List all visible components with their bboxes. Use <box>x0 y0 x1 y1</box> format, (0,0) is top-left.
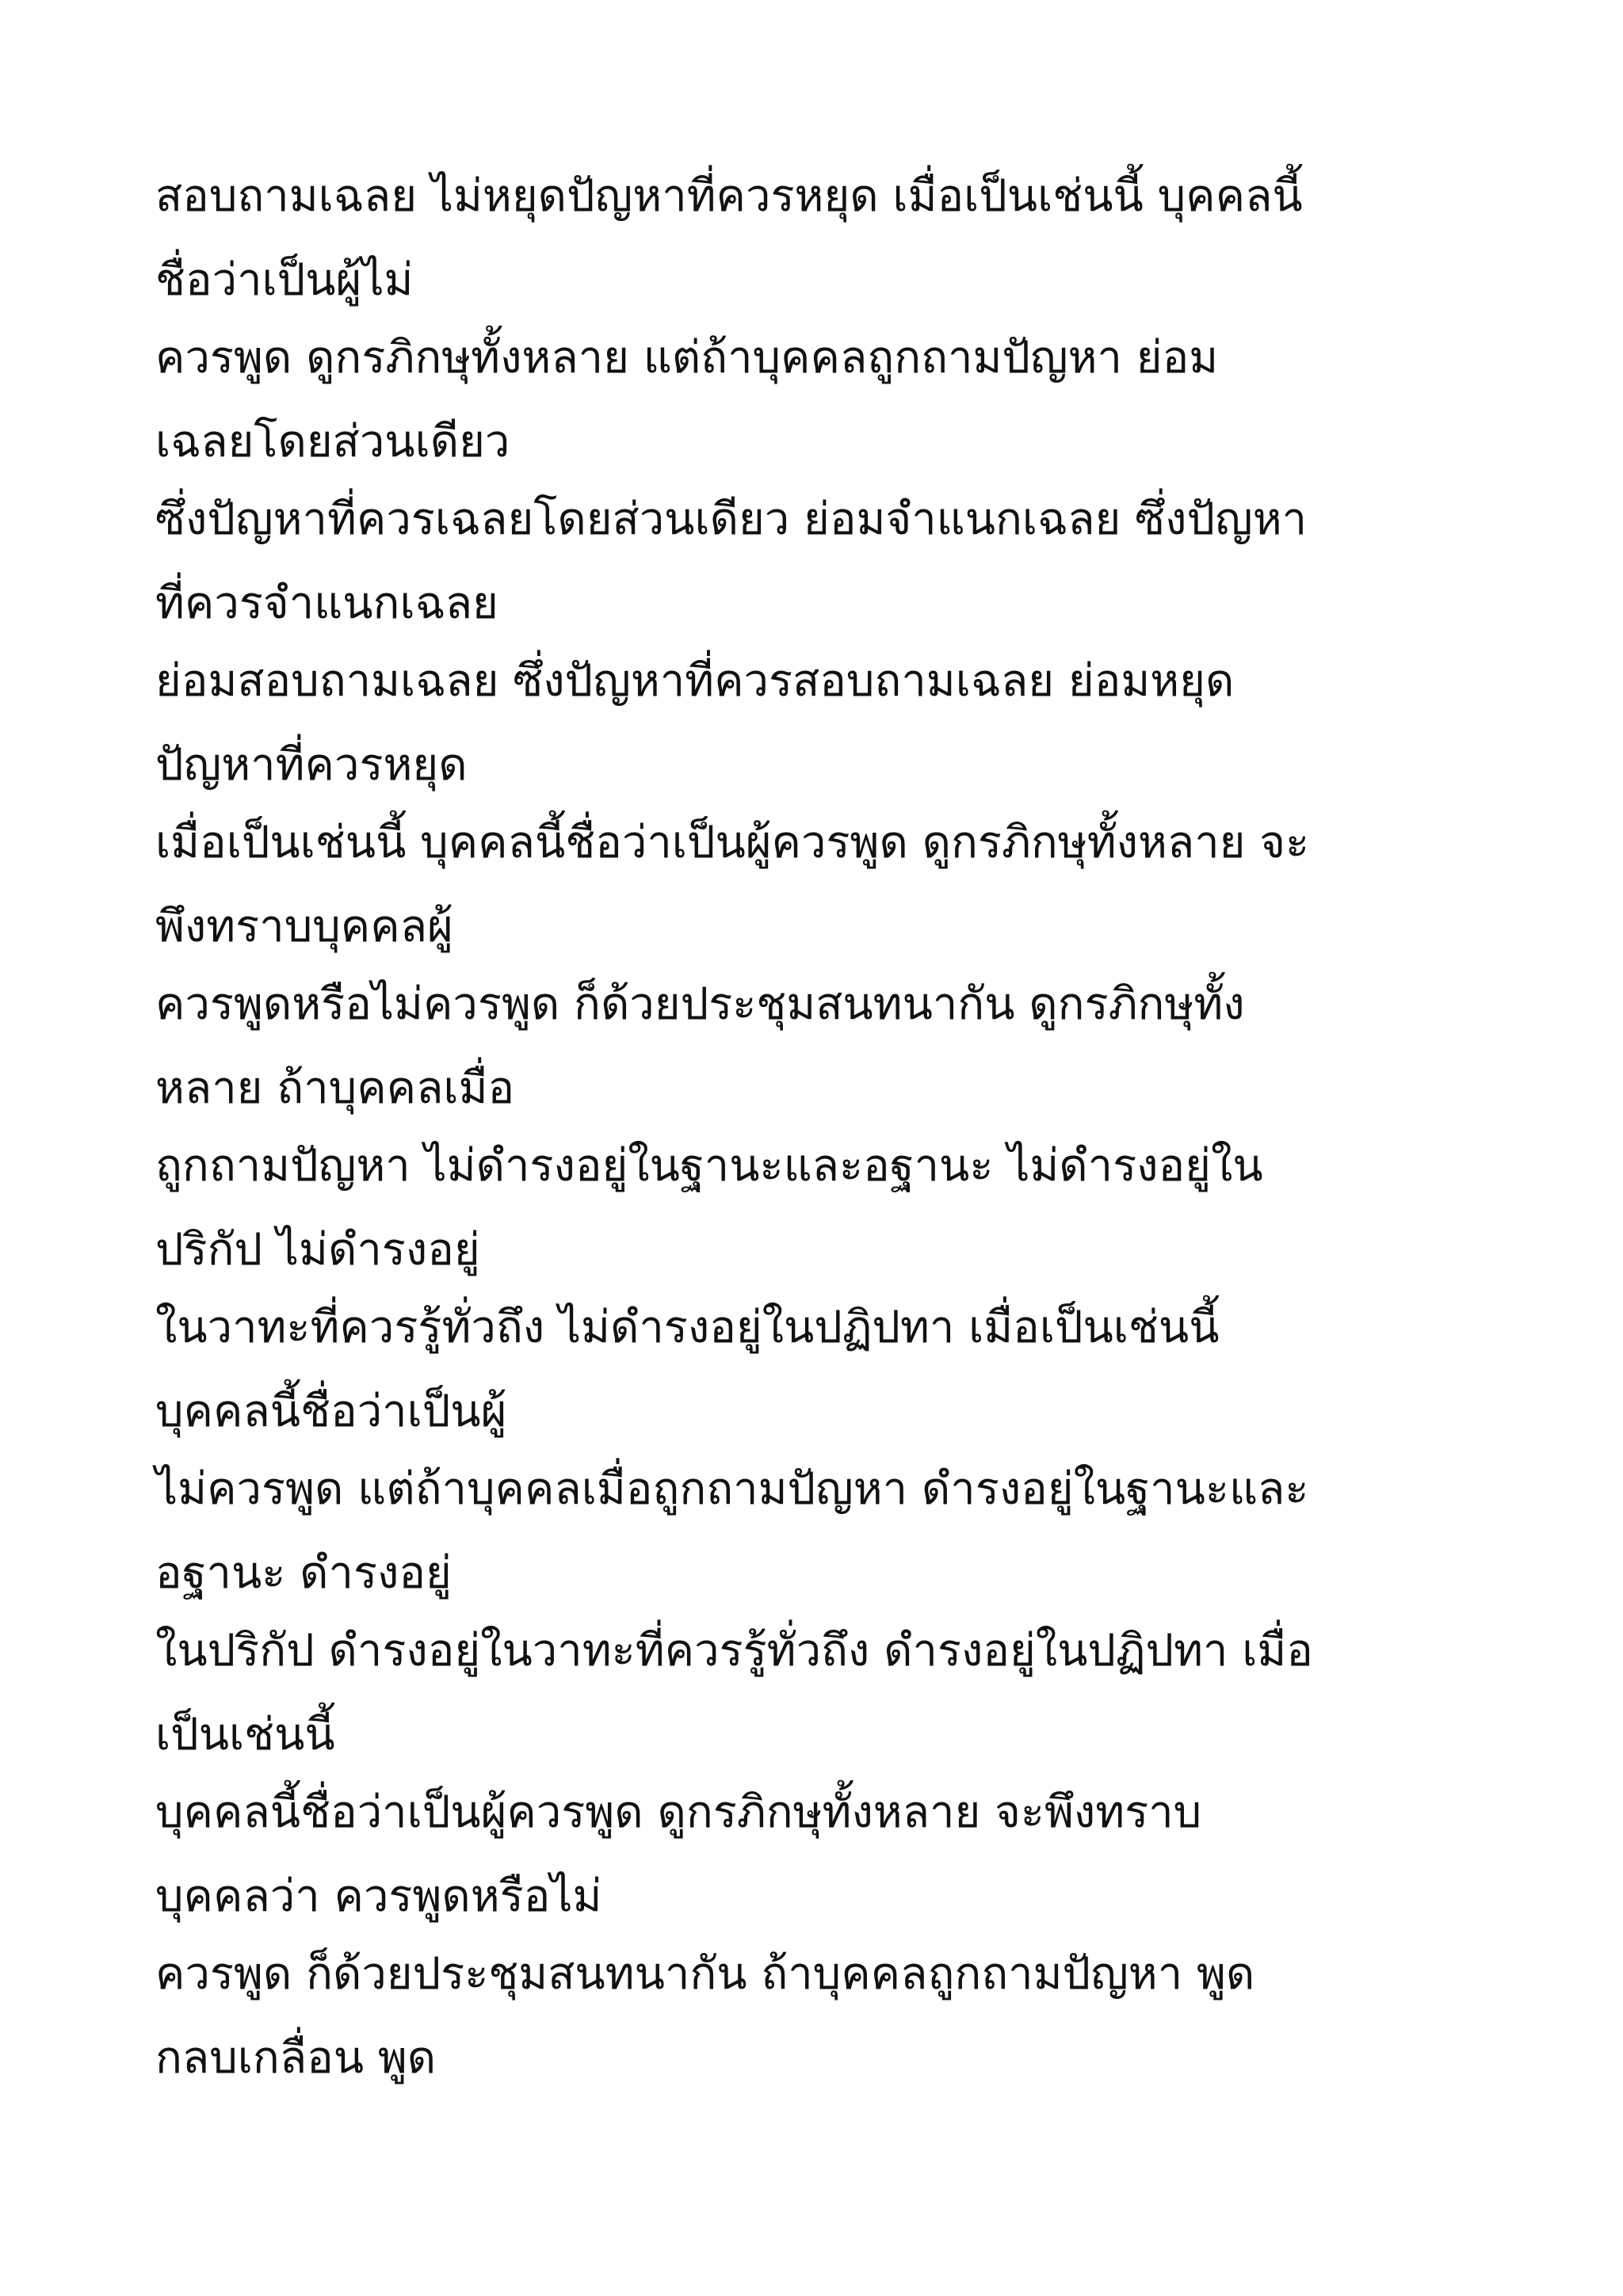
text-line: พึงทราบบุคคลผู้ <box>155 901 453 952</box>
text-line: บุคคลนี้ชื่อว่าเป็นผู้ <box>155 1386 507 1437</box>
text-line: ถูกถามปัญหา ไม่ดำรงอยู่ในฐานะและอฐานะ ไม่ดำรงอยู่ใน <box>155 1140 1263 1192</box>
text-line: ย่อมสอบถามเฉลย ซึ่งปัญหาที่ควรสอบถามเฉลย ย่อมหยุด <box>155 655 1235 707</box>
text-line: ชื่อว่าเป็นผู้ไม่ <box>155 254 414 306</box>
text-line: ควรพูด ดูกรภิกษุทั้งหลาย แต่ถ้าบุคคลถูกถามปัญหา ย่อม <box>155 332 1219 383</box>
text-line: เฉลยโดยส่วนเดียว <box>155 416 510 467</box>
text-line: บุคคลนี้ชื่อว่าเป็นผู้ควรพูด ดูกรภิกษุทั้งหลาย จะพึงทราบ <box>155 1787 1202 1838</box>
text-line: ซึ่งปัญหาที่ควรเฉลยโดยส่วนเดียว ย่อมจำแนกเฉลย ซึ่งปัญหา <box>155 494 1308 545</box>
text-line: บุคคลว่า ควรพูดหรือไม่ <box>155 1871 602 1922</box>
text-line: ในวาทะที่ควรรู้ทั่วถึง ไม่ดำรงอยู่ในปฏิปทา เมื่อเป็นเช่นนี้ <box>155 1302 1220 1353</box>
text-line: ปัญหาที่ควรหยุด <box>155 739 468 791</box>
text-line: ควรพูดหรือไม่ควรพูด ก็ด้วยประชุมสนทนากัน ดูกรภิกษุทั้ง <box>155 978 1245 1030</box>
text-line: เมื่อเป็นเช่นนี้ บุคคลนี้ชื่อว่าเป็นผู้ควรพูด ดูกรภิกษุทั้งหลาย จะ <box>155 817 1310 868</box>
text-line: ควรพูด ก็ด้วยประชุมสนทนากัน ถ้าบุคคลถูกถามปัญหา พูด <box>155 1948 1255 2000</box>
text-line: อฐานะ ดำรงอยู่ <box>155 1547 452 1599</box>
text-line: กลบเกลื่อน พูด <box>155 2032 437 2084</box>
text-line: ไม่ควรพูด แต่ถ้าบุคคลเมื่อถูกถามปัญหา ดำรงอยู่ในฐานะและ <box>155 1463 1309 1515</box>
text-line: ในปริกัป ดำรงอยู่ในวาทะที่ควรรู้ทั่วถึง ดำรงอยู่ในปฏิปทา เมื่อ <box>155 1625 1313 1676</box>
text-line: สอบถามเฉลย ไม่หยุดปัญหาที่ควรหยุด เมื่อเป็นเช่นนี้ บุคคลนี้ <box>155 170 1303 222</box>
text-line: หลาย ถ้าบุคคลเมื่อ <box>155 1062 515 1114</box>
text-line: เป็นเช่นนี้ <box>155 1709 335 1760</box>
text-line: ที่ควรจำแนกเฉลย <box>155 578 498 629</box>
text-line: ปริกัป ไม่ดำรงอยู่ <box>155 1224 480 1276</box>
